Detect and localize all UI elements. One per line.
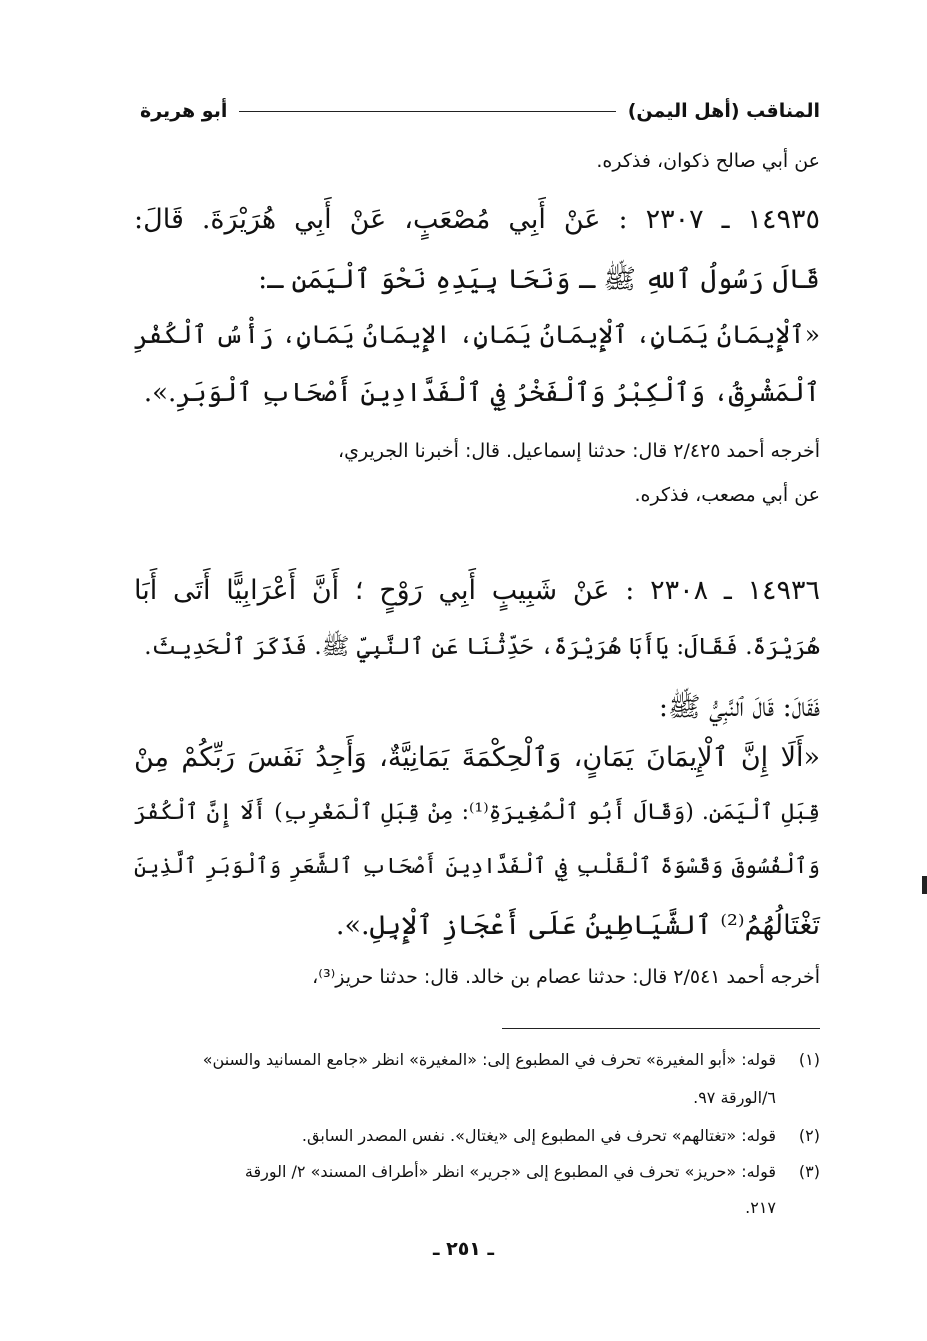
footnote-number: (٣) (798, 1162, 820, 1181)
hadith-text-line: ٱلْمَشْرِقُ، وَٱلْكِبْرُ وَٱلْفَخْرُ فِي ٱلْفَدَّادِينَ أَصْحَابِ ٱلْوَبَرِ.». (143, 378, 820, 408)
hadith-text-line: وَٱلْفُسُوقَ وَقَسْوَةَ ٱلْقَلْبِ فِي ٱلْفَدَّادِينَ أَصْحَابِ ٱلشَّعَرِ وَٱلْوَبَرِ ٱلَّذِينَ (134, 854, 820, 879)
page-number: ـ ٢٥١ ـ (432, 1238, 494, 1260)
hadith-heading-14936: ١٤٩٣٦ ـ ٢٣٠٨ : عَنْ شَبِيبٍ أَبِي رَوْحٍ ؛ أَنَّ أَعْرَابِيًّا أَتَى أَبَا (134, 575, 820, 606)
scan-edge-mark (922, 876, 927, 894)
footnote-1-continued (110, 1088, 820, 1107)
footnote-text: قوله: «حريز» تحرف في المطبوع إلى «جرير» انظر «أطراف المسند» ٢/ الورقة (244, 1162, 776, 1181)
source-citation: عن أبي مصعب، فذكره. (634, 484, 820, 506)
hadith-text-line: هُرَيْرَةَ. فَقَالَ: يَاأَبَا هُرَيْرَةَ، حَدِّثْنَا عَنِ ٱلنَّبِيِّ ﷺ. فَذَكَرَ ٱلْحَدِيثَ. (144, 634, 820, 660)
footnote-text: ٦/الورقة ٩٧. (693, 1088, 776, 1107)
hadith-heading-14935: ١٤٩٣٥ ـ ٢٣٠٧ : عَنْ أَبِي مُصْعَبٍ، عَنْ أَبِي هُرَيْرَةَ. قَالَ: (134, 204, 820, 235)
header-rule (239, 111, 615, 112)
footnote-number: (٢) (798, 1126, 820, 1145)
hadith-text-line: قِبَلِ ٱلْيَمَنِ. (وَقَالَ أَبُو ٱلْمُغِيرَةِ⁽¹⁾: مِنْ قِبَلِ ٱلْمَغْرِبِ) أَلَا إِنَّ ٱلْكُفْرَ (134, 800, 821, 825)
footnote-3-continued (110, 1198, 820, 1217)
footnote-text: ٢١٧. (745, 1198, 776, 1217)
header-chapter-title: المناقب (أهل اليمن) (627, 100, 820, 122)
footnote-number: (١) (798, 1050, 820, 1069)
footnote-3 (110, 1162, 820, 1181)
hadith-text-line: «أَلَا إِنَّ ٱلْإِيمَانَ يَمَانٍ، وَٱلْحِكْمَةَ يَمَانِيَّةٌ، وَأَجِدُ نَفَسَ رَبِّكُمْ مِنْ (134, 742, 820, 773)
footnote-text: قوله: «أبو المغيرة» تحرف في المطبوع إلى: «المغيرة» انظر «جامع المسانيد والسنن» (202, 1050, 776, 1069)
footnote-2 (110, 1126, 820, 1145)
hadith-text-line: تَغْتَالُهُمُ⁽²⁾ ٱلشَّيَاطِينُ عَلَى أَعْجَازِ ٱلْإِبِلِ.». (335, 910, 820, 941)
footnote-rule (502, 1028, 820, 1029)
running-header (140, 96, 820, 126)
header-section-title: أبو هريرة (140, 100, 228, 122)
source-citation: أخرجه أحمد ٢/٤٢٥ قال: حدثنا إسماعيل. قال: أخبرنا الجريري، (337, 440, 820, 462)
source-citation: أخرجه أحمد ٢/٥٤١ قال: حدثنا عصام بن خالد. قال: حدثنا حريز⁽³⁾، (312, 966, 820, 988)
footnote-text: قوله: «تغتالهم» تحرف في المطبوع إلى «يغتال». نفس المصدر السابق. (301, 1126, 776, 1145)
footnote-1 (110, 1050, 820, 1069)
hadith-text-line: «ٱلْإِيمَانُ يَمَانٍ، ٱلْإِيمَانُ يَمَانٍ، الإِيمَانُ يَمَانٍ، رَأْسُ ٱلْكُفْرِ (133, 320, 820, 349)
text-line: عن أبي صالح ذكوان، فذكره. (596, 150, 820, 172)
hadith-text-line: فَقَالَ: قَالَ ٱلنَّبِيُّ ﷺ: (658, 692, 820, 723)
hadith-text-line: قَالَ رَسُولُ ٱللهِ ﷺ ـ وَنَحَا بِيَدِهِ نَحْوَ ٱلْيَمَنِ ـ: (258, 264, 820, 295)
